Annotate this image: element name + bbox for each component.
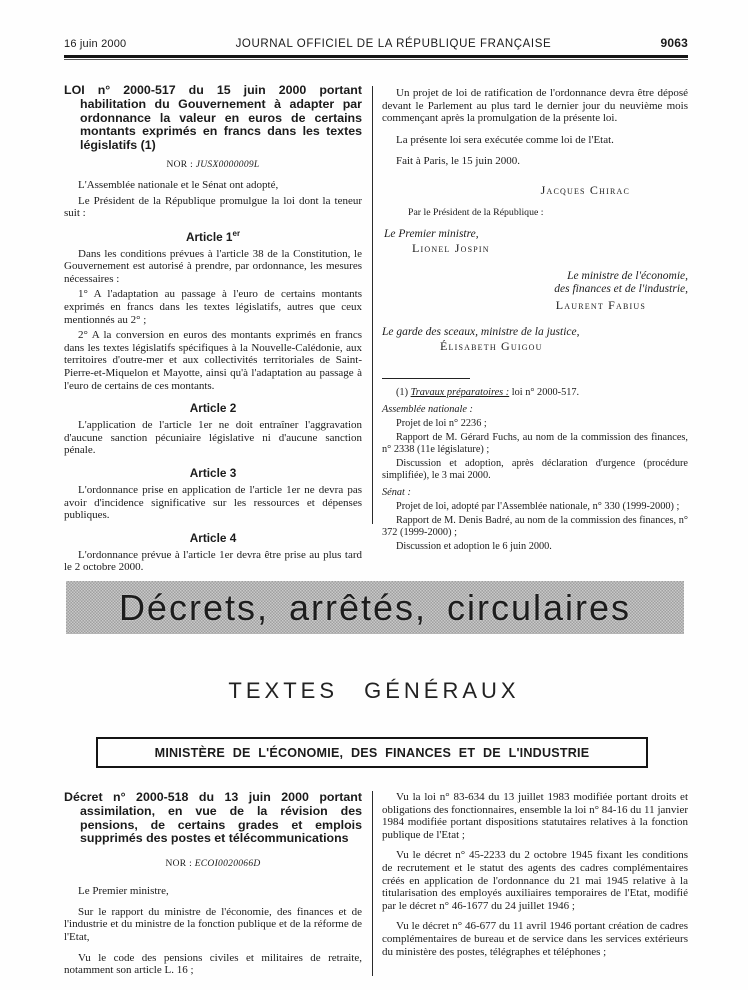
- article-1-heading-sup: er: [232, 228, 241, 238]
- footnote-travaux: Travaux préparatoires :: [410, 386, 510, 398]
- decree-left-paragraph: Vu le code des pensions civiles et militaires de retraite, notamment son article L. 16 ;: [64, 951, 362, 977]
- article-4-paragraph: L'ordonnance prévue à l'article 1er devra être prise au plus tard le 2 octobre 2000.: [64, 548, 362, 574]
- page-number: 9063: [660, 36, 688, 50]
- article-4-heading: Article 4: [189, 530, 237, 545]
- journal-title: JOURNAL OFFICIEL DE LA RÉPUBLIQUE FRANÇAISE: [235, 38, 552, 50]
- law-right-paragraph: La présente loi sera exécutée comme loi de l'Etat.: [396, 133, 614, 146]
- law-intro-paragraph: Le Président de la République promulgue la loi dont la teneur suit :: [64, 194, 362, 220]
- justice-minister-title: Le garde des sceaux, ministre de la justice,: [382, 325, 580, 338]
- law-left-column: [64, 83, 362, 574]
- nor-label: NOR :: [166, 159, 196, 170]
- footnote-an-item: Discussion et adoption, après déclaration d'urgence (procédure simplifiée), le 3 mai 2000.: [382, 457, 688, 481]
- article-1-paragraph: 1° A l'adaptation au passage à l'euro de certains montants exprimés en francs dans les textes législatifs, autres que ceux mentionnés au 2° ;: [64, 288, 362, 326]
- section-banner: [66, 581, 684, 634]
- signature-justice: Élisabeth Guigou: [440, 338, 543, 353]
- decree-left-paragraph: Sur le rapport du ministre de l'économie, des finances et de l'industrie et du ministre de la fonction publique et de la réforme de l'Etat,: [64, 905, 362, 943]
- decree-right-paragraph: Vu le décret n° 45-2233 du 2 octobre 1945 fixant les conditions de recrutement et le statut des agents des cadres complémentaires créés en application de l'ordonnance du 21 mai 1945 relative à la titularisation des employés auxiliaires temporaires de l'Etat, modifié par le décret n° 46-1677 du 24 juillet 1946 ;: [382, 849, 688, 912]
- decree-left-paragraph: Le Premier ministre,: [78, 885, 169, 898]
- law-section: [64, 83, 688, 574]
- law-nor: [64, 160, 362, 170]
- law-intro-paragraph: L'Assemblée nationale et le Sénat ont adopté,: [78, 178, 279, 191]
- law-right-paragraph: Un projet de loi de ratification de l'ordonnance devra être déposé devant le Parlement au plus tard le dernier jour du neuvième mois commençant après la promulgation de la présente loi.: [382, 87, 688, 125]
- law-title: LOI n° 2000-517 du 15 juin 2000 portant habilitation du Gouvernement à adapter par ordonnance la valeur en euros de certains montants exprimés en francs dans les textes législatifs (1): [64, 83, 362, 153]
- by-president-line: Par le Président de la République :: [408, 206, 544, 218]
- decree-nor: [64, 859, 362, 869]
- decree-left-column: [64, 791, 362, 976]
- article-2-heading: Article 2: [189, 401, 237, 416]
- footnote-rule: [382, 378, 470, 379]
- ministry-heading: MINISTÈRE DE L'ÉCONOMIE, DES FINANCES ET DE L'INDUSTRIE: [154, 746, 590, 760]
- signature-president: Jacques Chirac: [540, 182, 630, 197]
- page-header: [64, 36, 688, 60]
- article-1-paragraph: Dans les conditions prévues à l'article 38 de la Constitution, le Gouvernement est autorisé à prendre, par ordonnance, les mesures nécessaires :: [64, 247, 362, 285]
- footnote-an-item: Projet de loi n° 2236 ;: [396, 417, 487, 429]
- econ-minister-title: [382, 270, 688, 297]
- law-right-column: [382, 84, 688, 552]
- ministry-heading-box: [96, 737, 648, 768]
- decree-title: Décret n° 2000-518 du 13 juin 2000 portant assimilation, en vue de la révision des pensions, de certains grades et emplois supprimés des postes et télécommunications: [64, 790, 362, 846]
- footnote-law-ref: loi n° 2000-517.: [509, 386, 580, 398]
- decree-section: [64, 791, 688, 976]
- footnote-reference: [382, 387, 688, 399]
- decree-right-paragraph: Vu la loi n° 83-634 du 13 juillet 1983 modifiée portant droits et obligations des fonctionnaires, ensemble la loi n° 84-16 du 11 janvier 1984 modifiée portant dispositions statutaires relatives à la fonction publique de l'Etat ;: [382, 791, 688, 841]
- decree-right-column: [382, 791, 688, 976]
- article-1-paragraph: 2° A la conversion en euros des montants exprimés en francs dans les textes législatifs spécifiques à la Nouvelle-Calédonie, aux territoires d'outre-mer et aux collectivités territoriales de Saint-Pierre-et-Miquelon et Mayotte, ainsi qu'à l'adaptation au passage à l'euro de certains de ces montants.: [64, 329, 362, 392]
- footnote-senat-item: Discussion et adoption le 6 juin 2000.: [396, 540, 552, 552]
- article-3-heading: Article 3: [189, 466, 237, 480]
- article-3-paragraph: L'ordonnance prise en application de l'article 1er ne devra pas avoir d'incidence significative sur les ressources et dépenses publiques.: [64, 484, 362, 522]
- pm-title: Le Premier ministre,: [384, 227, 479, 240]
- article-2-paragraph: L'application de l'article 1er ne doit entraîner l'aggravation d'aucune sanction pécuniaire législative ni d'aucune sanction pénale.: [64, 419, 362, 457]
- signature-pm: Lionel Jospin: [412, 240, 490, 255]
- footnote-number: (1): [396, 386, 411, 398]
- nor-label: NOR :: [165, 859, 195, 870]
- econ-title-line2: des finances et de l'industrie,: [554, 283, 688, 296]
- column-divider: [372, 791, 373, 976]
- section-banner-title: Décrets, arrêtés, circulaires: [118, 586, 632, 628]
- nor-value: JUSX0000009L: [195, 159, 260, 170]
- footnote-senat-heading: Sénat :: [382, 486, 411, 498]
- decree-right-paragraph: Vu le décret n° 46-677 du 11 avril 1946 portant création de cadres complémentaires de bureau et de service dans les services extérieurs du ministère des postes, télégraphes et téléphones ;: [382, 920, 688, 958]
- signature-econ: Laurent Fabius: [555, 297, 646, 312]
- footnote-block: [382, 378, 688, 553]
- nor-value: ECOI0020066D: [194, 859, 261, 870]
- econ-title-line1: Le ministre de l'économie,: [567, 269, 688, 282]
- column-divider: [372, 86, 373, 524]
- header-date: 16 juin 2000: [64, 38, 127, 50]
- footnote-an-heading: Assemblée nationale :: [382, 403, 473, 415]
- header-rule: [64, 55, 688, 60]
- footnote-an-item: Rapport de M. Gérard Fuchs, au nom de la commission des finances, n° 2338 (11e législature) ;: [382, 431, 688, 455]
- law-date-line: Fait à Paris, le 15 juin 2000.: [396, 155, 521, 168]
- textes-generaux-heading: TEXTES GÉNÉRAUX: [228, 678, 520, 703]
- article-1-heading-text: Article 1: [185, 229, 233, 244]
- article-1-heading: [64, 229, 362, 244]
- footnote-senat-item: Rapport de M. Denis Badré, au nom de la commission des finances, n° 372 (1999-2000) ;: [382, 514, 688, 538]
- footnote-senat-item: Projet de loi, adopté par l'Assemblée nationale, n° 330 (1999-2000) ;: [396, 500, 680, 512]
